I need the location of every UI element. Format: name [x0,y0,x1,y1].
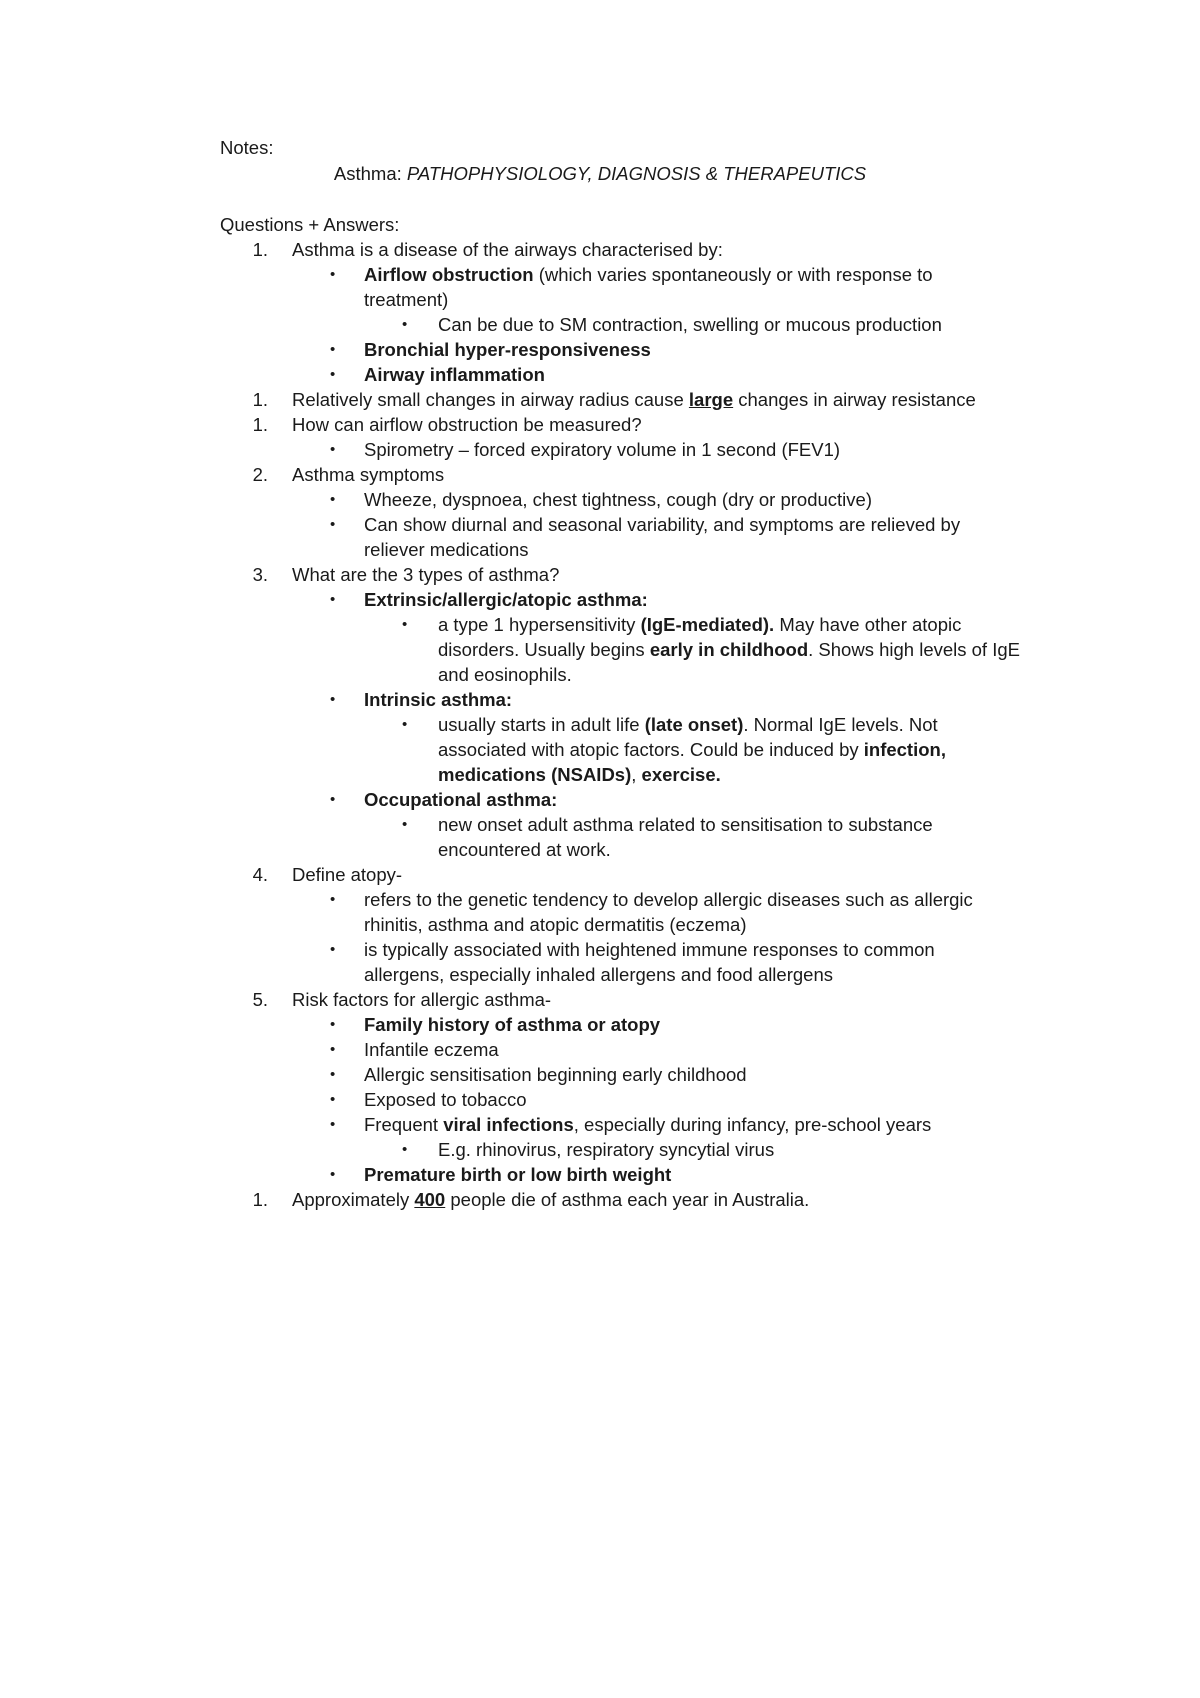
list-item: How can airflow obstruction be measured? [292,414,642,435]
list-item-continuation: associated with atopic factors. Could be induced by infection, [438,739,946,760]
qa-label: Questions + Answers: [220,214,400,235]
list-item: Infantile eczema [364,1039,499,1060]
list-item: Can show diurnal and seasonal variability, and symptoms are relieved by [364,514,961,535]
list-item: Risk factors for allergic asthma- [292,989,552,1010]
list-item: Can be due to SM contraction, swelling or mucous production [438,314,942,335]
list-item: Extrinsic/allergic/atopic asthma: [364,589,648,610]
list-item: Premature birth or low birth weight [364,1164,672,1185]
list-item: Occupational asthma: [364,789,558,810]
list-item-continuation: and eosinophils. [438,664,572,685]
list-item: Spirometry – forced expiratory volume in 1 second (FEV1) [364,439,841,460]
bullet-icon: • [330,266,336,283]
list-item: Exposed to tobacco [364,1089,527,1110]
list-item-continuation: reliever medications [364,539,529,560]
list-item: Wheeze, dyspnoea, chest tightness, cough (dry or productive) [364,489,872,510]
bullet-icon: • [330,1091,336,1108]
bullet-icon: • [402,316,408,333]
list-item: is typically associated with heightened immune responses to common [364,939,935,960]
bullet-icon: • [402,616,408,633]
list-item: Airflow obstruction (which varies spontaneously or with response to [364,264,933,285]
list-number: 1. [252,1189,268,1210]
bullet-icon: • [330,891,336,908]
title-subtitle: PATHOPHYSIOLOGY, DIAGNOSIS & THERAPEUTICS [406,163,867,184]
list-item-continuation: allergens, especially inhaled allergens and food allergens [364,964,833,985]
bullet-icon: • [330,441,336,458]
list-item: usually starts in adult life (late onset). Normal IgE levels. Not [438,714,938,735]
list-item: Approximately 400 people die of asthma each year in Australia. [292,1189,810,1210]
list-number: 2. [252,464,268,485]
list-item: Family history of asthma or atopy [364,1014,661,1035]
list-item-continuation: encountered at work. [438,839,611,860]
bullet-icon: • [402,816,408,833]
bullet-icon: • [330,366,336,383]
title-main: Asthma: [333,163,402,184]
list-number: 1. [252,239,268,260]
list-item-continuation: treatment) [364,289,449,310]
list-item: Frequent viral infections, especially during infancy, pre-school years [364,1114,932,1135]
list-item: Define atopy- [292,864,403,885]
list-item: Relatively small changes in airway radius cause large changes in airway resistance [292,389,976,410]
list-item: Intrinsic asthma: [364,689,513,710]
bullet-icon: • [402,716,408,733]
notes-label: Notes: [220,137,274,158]
list-item: Allergic sensitisation beginning early childhood [364,1064,747,1085]
list-item: Asthma symptoms [292,464,445,485]
list-item: Asthma is a disease of the airways characterised by: [292,239,723,260]
bullet-icon: • [402,1141,408,1158]
list-item-continuation: disorders. Usually begins early in childhood. Shows high levels of IgE [438,639,1020,660]
list-item-continuation: rhinitis, asthma and atopic dermatitis (eczema) [364,914,747,935]
bullet-icon: • [330,491,336,508]
list-number: 1. [252,389,268,410]
list-item: Bronchial hyper-responsiveness [364,339,651,360]
bullet-icon: • [330,941,336,958]
bullet-icon: • [330,341,336,358]
bullet-icon: • [330,1041,336,1058]
list-number: 3. [252,564,268,585]
bullet-icon: • [330,1066,336,1083]
document-title [0,160,1200,187]
list-number: 4. [252,864,268,885]
list-number: 1. [252,414,268,435]
list-item-continuation: medications (NSAIDs), exercise. [438,764,721,785]
list-number: 5. [252,989,268,1010]
bullet-icon: • [330,1166,336,1183]
bullet-icon: • [330,691,336,708]
list-item: E.g. rhinovirus, respiratory syncytial virus [438,1139,775,1160]
list-item: a type 1 hypersensitivity (IgE-mediated). May have other atopic [438,614,962,635]
list-item: Airway inflammation [364,364,545,385]
bullet-icon: • [330,516,336,533]
bullet-icon: • [330,1116,336,1133]
list-item: refers to the genetic tendency to develop allergic diseases such as allergic [364,889,973,910]
list-item: What are the 3 types of asthma? [292,564,560,585]
bullet-icon: • [330,591,336,608]
list-item: new onset adult asthma related to sensitisation to substance [438,814,933,835]
bullet-icon: • [330,791,336,808]
bullet-icon: • [330,1016,336,1033]
